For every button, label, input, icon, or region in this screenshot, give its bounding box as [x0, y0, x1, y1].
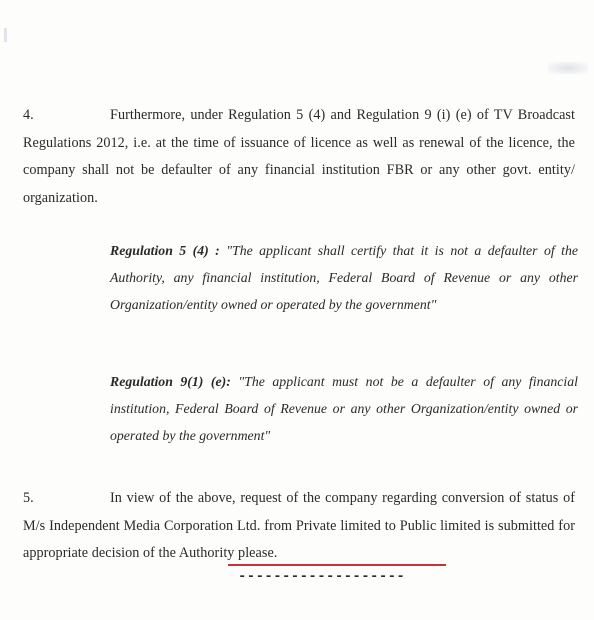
- scan-smudge: [548, 62, 588, 74]
- regulation-9-1-e-text: "The applicant must not be a defaulter of any financial institution, Federal Board of Revenue or any other Organization/entity owned or operated by the government": [110, 374, 578, 443]
- scan-edge-mark: [4, 28, 7, 42]
- paragraph-5: [23, 485, 575, 568]
- paragraph-5-text: In view of the above, request of the company regarding conversion of status of M/s Independent Media Corporation Ltd. from Private limited to Public limited is submitted for appropriate decision of the Authority please.: [23, 490, 575, 561]
- red-underline: [228, 564, 446, 566]
- regulation-5-4-quote: [110, 237, 578, 318]
- end-of-document-marker: -------------------: [238, 569, 406, 585]
- regulation-5-4-text: "The applicant shall certify that it is not a defaulter of the Authority, any financial institution, Federal Board of Revenue or any other Organization/entity owned or operated by the government": [110, 243, 579, 312]
- regulation-9-1-e-label: Regulation 9(1) (e):: [110, 374, 231, 389]
- paragraph-5-number: 5.: [23, 490, 34, 506]
- regulation-9-1-e-quote: [110, 368, 578, 449]
- paragraph-4-text: Furthermore, under Regulation 5 (4) and Regulation 9 (i) (e) of TV Broadcast Regulations 2012, i.e. at the time of issuance of licence as well as renewal of the licence, the company shall not be defaulter of any financial institution FBR or any other govt. entity/ organization.: [23, 107, 575, 206]
- regulation-5-4-label: Regulation 5 (4) :: [110, 243, 220, 258]
- paragraph-4-number: 4.: [23, 107, 34, 123]
- paragraph-4: [23, 102, 575, 212]
